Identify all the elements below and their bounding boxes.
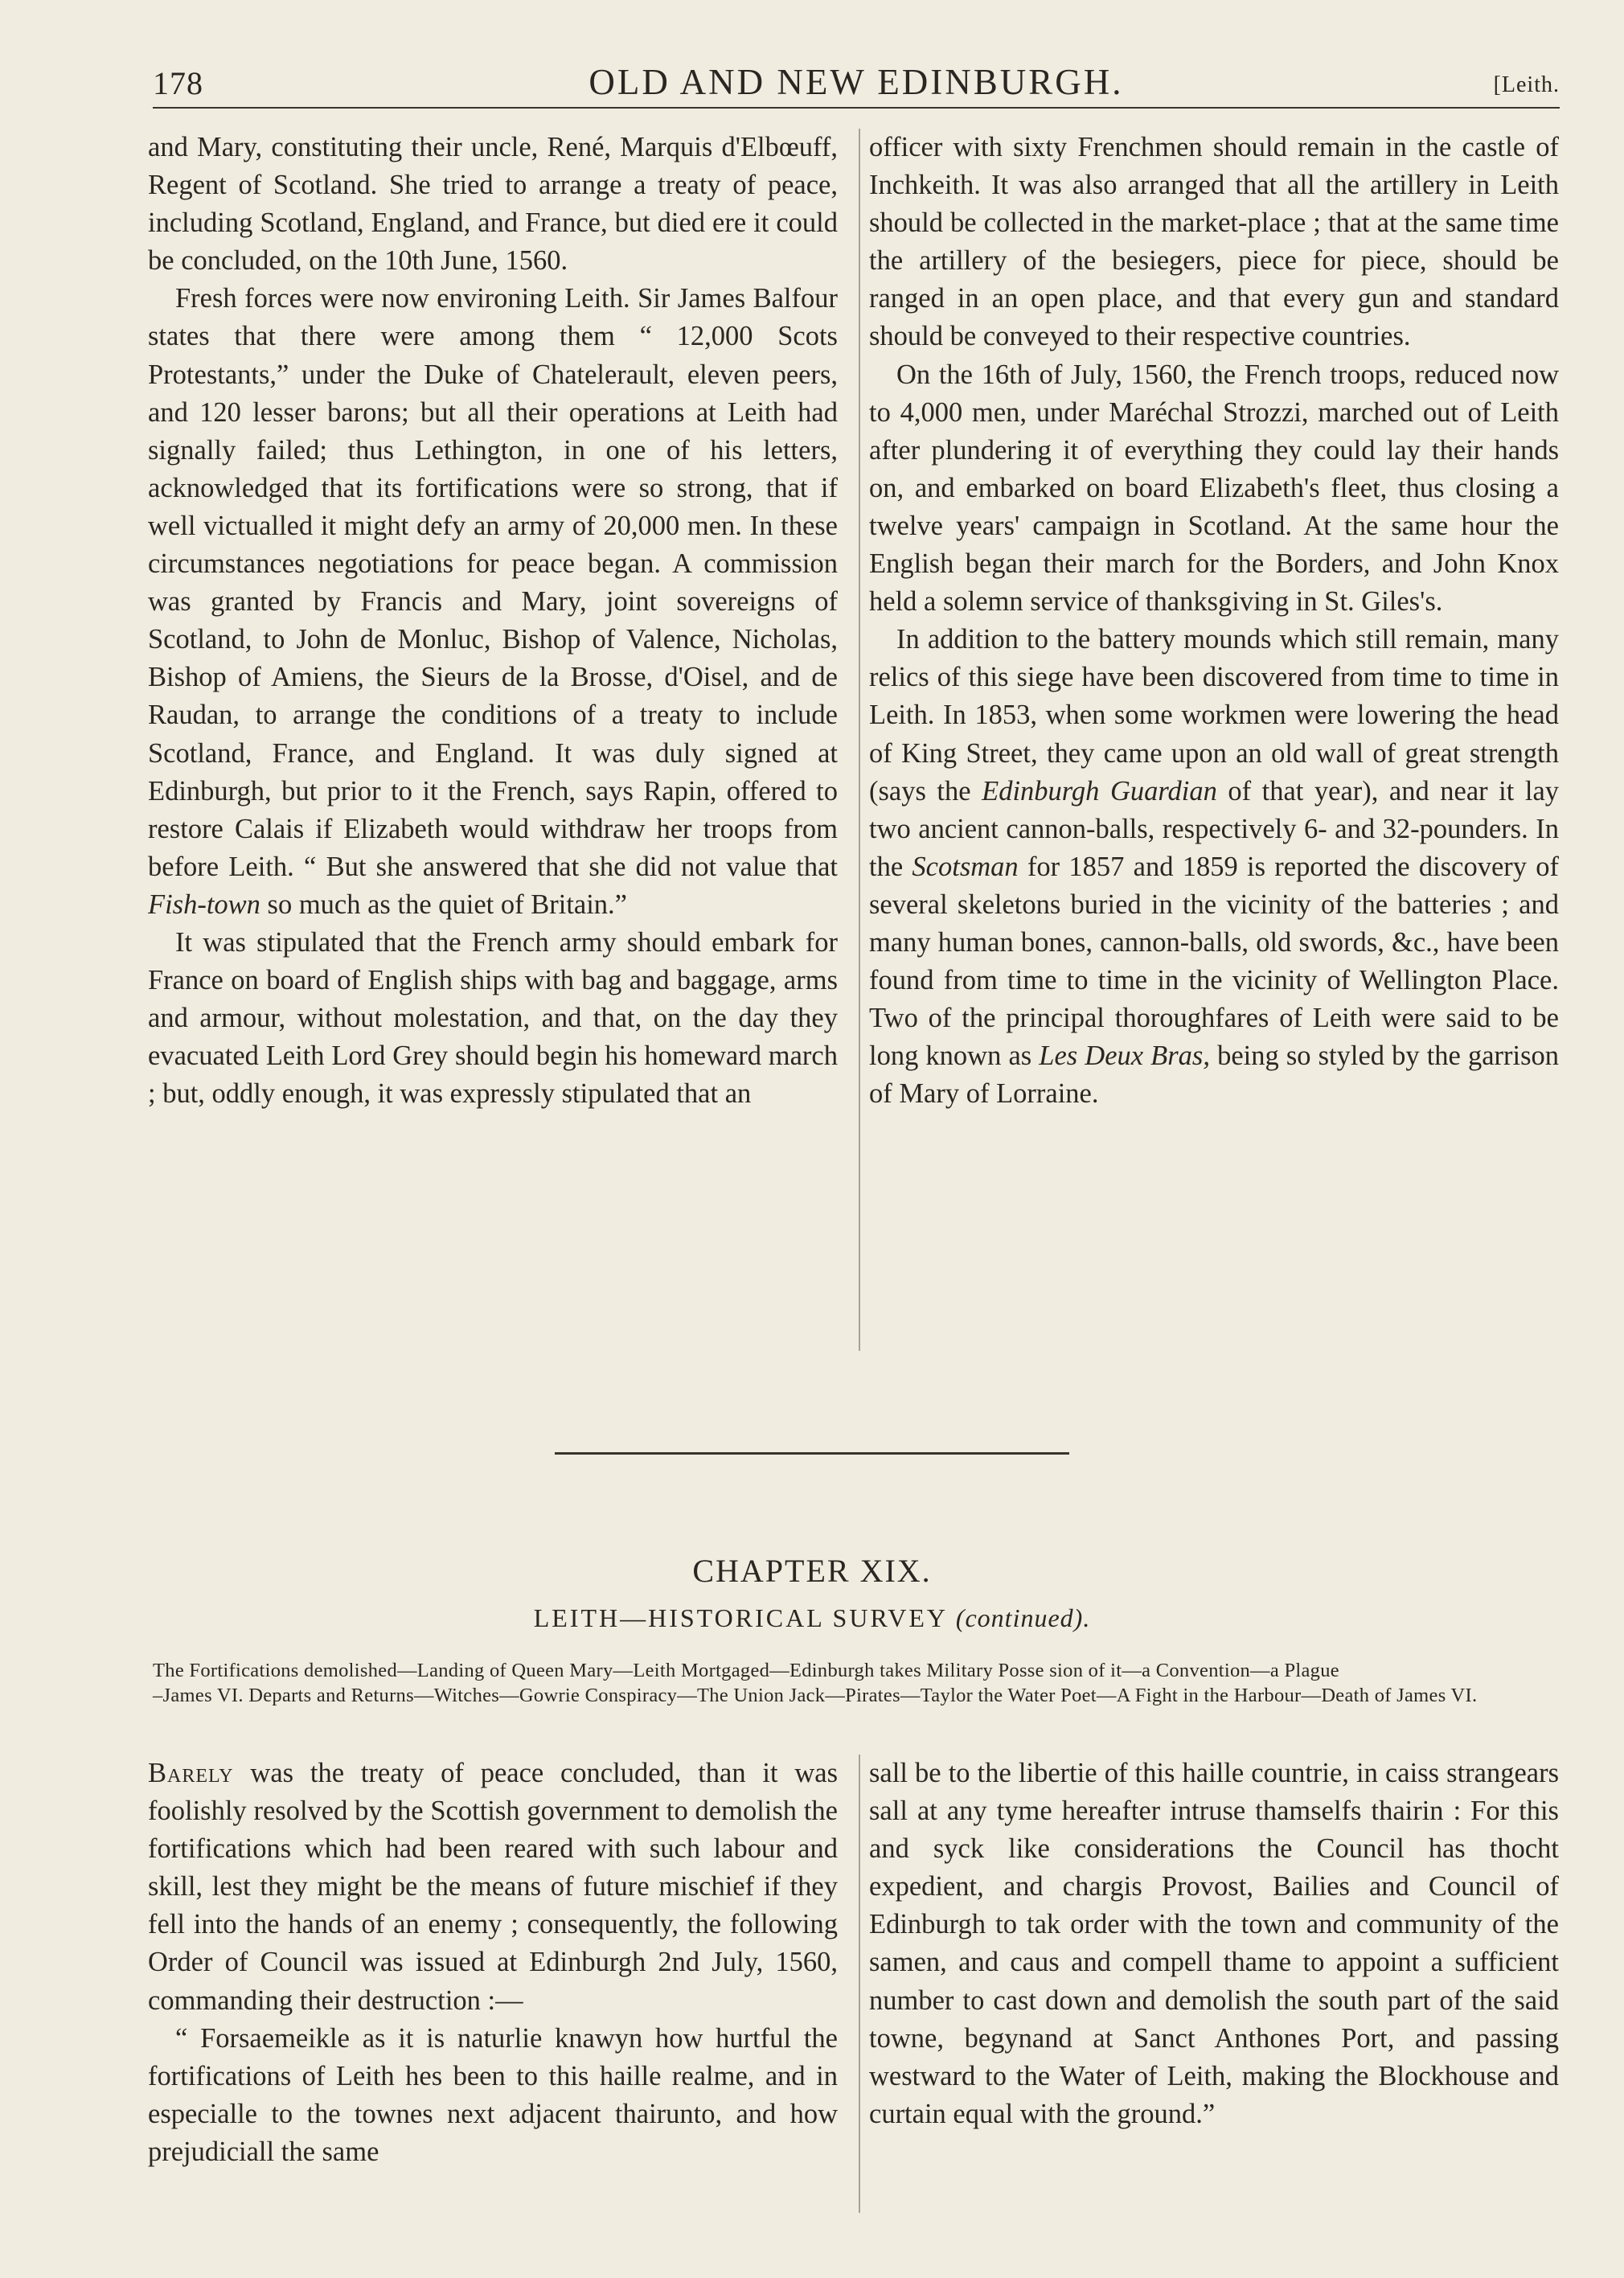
section-separator [555,1452,1069,1455]
italic-term: Les Deux Bras, [1039,1040,1210,1072]
column-divider [859,1755,860,2213]
paragraph-text: of that year), and near it lay two ancient cannon-balls, respectively 6- and 32-pounders. In the [869,775,1560,882]
paragraph [148,1755,838,2020]
column-divider [859,129,860,1351]
chapter-subtitle-note: (continued). [955,1603,1091,1632]
chapter-summary [153,1658,1561,1708]
page-number: 178 [153,65,203,101]
top-right-column [869,129,1559,1113]
paragraph: officer with sixty Frenchmen should remain in the castle of Inchkeith. It was also arranged that all the artillery in Leith should be collected in the market-place ; that at the same time the artillery of the besiegers, piece for piece, should be ranged in an open place, and that every gun and standard should be conveyed to their respective countries. [869,132,1559,352]
paragraph: sall be to the libertie of this haille countrie, in caiss strangears sall at any tyme hereafter intruse thamselfs thairin : For this and syck like considerations the Council has thocht expedient, and chargis Provost, Bailies and Council of Edinburgh to tak order with the town and community of the samen, and caus and compell thame to appoint a sufficient number to cast down and demolish the south part of the said towne, begynand at Sanct Anthones Port, and passing westward to the Water of Leith, making the Blockhouse and curtain equal with the ground.” [869,1758,1559,2129]
chapter-summary-line: The Fortifications demolished—Landing of Queen Mary—Leith Mortgaged—Edinburgh takes Military Posse sion of it—a Convention—a Plague [153,1660,1339,1681]
header-rule [153,107,1560,109]
bottom-left-column [148,1755,838,2171]
paragraph: “ Forsaemeikle as it is naturlie knawyn how hurtful the fortifications of Leith hes been to this haille realme, and in especialle to the townes next adjacent thairunto, and how prejudiciall the same [148,2022,838,2167]
paragraph-text: In addition to the battery mounds which still remain, many relics of this siege have been discovered from time to time in Leith. In 1853, when some workmen were lowering the head of King Street, they came upon an old wall of great strength (says the [869,624,1559,807]
paragraph-text: being so styled by the garrison of Mary of Lorraine. [869,1040,1559,1110]
chapter-summary-line: –James VI. Departs and Returns—Witches—Gowrie Conspiracy—The Union Jack—Pirates—Taylor the Water Poet—A Fight in the Harbour—Death of James VI. [153,1685,1478,1706]
paragraph-text: was the treaty of peace concluded, than it was foolishly resolved by the Scottish government to demolish the fortifications which had been reared with such labour and skill, lest they might be the means of future mischief if they fell into the hands of an enemy ; consequently, the following Order of Council was issued at Edinburgh 2nd July, 1560, commanding their destruction :— [148,1758,839,2016]
paragraph-text: for 1857 and 1859 is reported the discovery of several skeletons buried in the vicinity of the batteries ; and many human bones, cannon-balls, old swords, &c., have been found from time to time in the vicinity of Wellington Place. Two of the principal thoroughfares of Leith were said to be long known as [869,851,1560,1072]
italic-term: Edinburgh Guardian [982,775,1217,807]
paragraph [148,280,838,924]
paragraph: and Mary, constituting their uncle, René, Marquis d'Elbœuff, Regent of Scotland. She tried to arrange a treaty of peace, including Scotland, England, and France, but died ere it could be concluded, on the 10th June, 1560. [148,132,838,277]
top-left-column [148,129,838,1113]
drop-word: Barely [148,1758,234,1788]
bottom-right-column [869,1755,1559,2133]
paragraph-text: Fresh forces were now environing Leith. Sir James Balfour states that there were among them “ 12,000 Scots Protestants,” under the Duke of Chatelerault, eleven peers, and 120 lesser barons; but all their operations at Leith had signally failed; thus Lethington, in one of his letters, acknowledged that its fortifications were so strong, that if well victualled it might defy an army of 20,000 men. In these circumstances negotiations for peace began. A commission was granted by Francis and Mary, joint sovereigns of Scotland, to John de Monluc, Bishop of Valence, Nicholas, Bishop of Amiens, the Sieurs de la Brosse, d'Oisel, and de Raudan, to arrange the conditions of a treaty to include Scotland, France, and England. It was duly signed at Edinburgh, but prior to it the French, says Rapin, offered to restore Calais if Elizabeth would withdraw her troops from before Leith. “ But she answered that she did not value that [148,283,838,882]
paragraph: On the 16th of July, 1560, the French troops, reduced now to 4,000 men, under Maréchal Strozzi, marched out of Leith after plundering it of everything they could lay their hands on, and embarked on board Elizabeth's fleet, thus closing a twelve years' campaign in Scotland. At the same hour the English began their march for the Borders, and John Knox held a solemn service of thanksgiving in St. Giles's. [869,359,1559,618]
italic-term: Fish-town [148,889,260,920]
paragraph-text: so much as the quiet of Britain.” [267,889,627,920]
running-title: OLD AND NEW EDINBURGH. [588,62,1124,102]
paragraph [869,621,1559,1113]
chapter-subtitle-text: LEITH—HISTORICAL SURVEY [533,1603,947,1632]
chapter-subtitle [0,1603,1624,1633]
chapter-title: CHAPTER XIX. [692,1553,932,1589]
page-header [153,58,1560,106]
section-tag: [Leith. [1493,72,1560,97]
italic-term: Scotsman [912,851,1019,882]
paragraph: It was stipulated that the French army should embark for France on board of English ships with bag and baggage, arms and armour, without molestation, and that, on the day they evacuated Leith Lord Grey should begin his homeward march ; but, oddly enough, it was expressly stipulated that an [148,926,838,1110]
